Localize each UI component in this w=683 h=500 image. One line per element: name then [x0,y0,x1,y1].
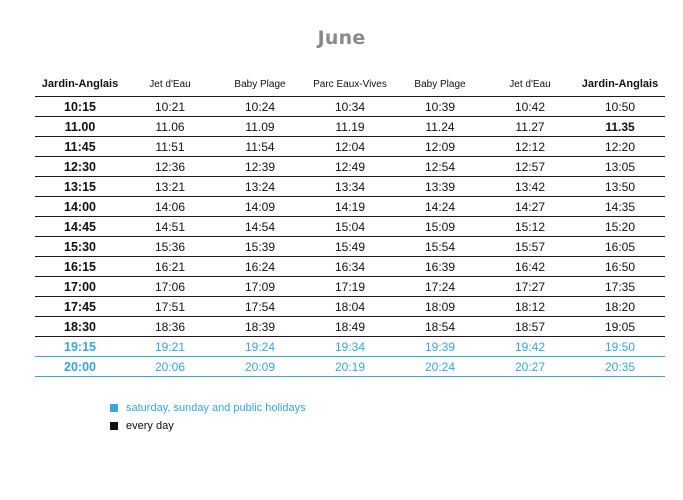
departure-time-cell: 18:39 [215,317,305,337]
stop-header: Jet d'Eau [125,72,215,97]
departure-time-cell: 17:51 [125,297,215,317]
departure-time-cell: 19:15 [35,337,125,357]
departure-time-cell: 18:49 [305,317,395,337]
departure-time-cell: 14:24 [395,197,485,217]
departure-time-cell: 14:45 [35,217,125,237]
departure-time-cell: 18:54 [395,317,485,337]
departure-time-cell: 20:00 [35,357,125,377]
departure-time-cell: 13:15 [35,177,125,197]
table-row [35,317,665,337]
departure-time-cell: 18:30 [35,317,125,337]
table-row [35,197,665,217]
departure-time-cell: 15:39 [215,237,305,257]
departure-time-cell: 14:27 [485,197,575,217]
departure-time-cell: 20:35 [575,357,665,377]
departure-time-cell: 15:54 [395,237,485,257]
departure-time-cell: 16:42 [485,257,575,277]
departure-time-cell: 16:24 [215,257,305,277]
departure-time-cell: 18:36 [125,317,215,337]
departure-time-cell: 10:21 [125,97,215,117]
table-row [35,117,665,137]
departure-time-cell: 15:30 [35,237,125,257]
departure-time-cell: 12:49 [305,157,395,177]
departure-time-cell: 10:42 [485,97,575,117]
departure-time-cell: 20:09 [215,357,305,377]
table-row [35,237,665,257]
departure-time-cell: 19:42 [485,337,575,357]
table-row [35,217,665,237]
departure-time-cell: 15:36 [125,237,215,257]
table-row [35,177,665,197]
departure-time-cell: 13:50 [575,177,665,197]
departure-time-cell: 12:30 [35,157,125,177]
departure-time-cell: 11.19 [305,117,395,137]
departure-time-cell: 11.09 [215,117,305,137]
departure-time-cell: 16:39 [395,257,485,277]
departure-time-cell: 15:09 [395,217,485,237]
departure-time-cell: 10:24 [215,97,305,117]
table-row [35,357,665,377]
departure-time-cell: 15:12 [485,217,575,237]
departure-time-cell: 17:06 [125,277,215,297]
departure-time-cell: 10:34 [305,97,395,117]
departure-time-cell: 19:05 [575,317,665,337]
departure-time-cell: 11.35 [575,117,665,137]
everyday-color-swatch [110,422,118,430]
departure-time-cell: 14:00 [35,197,125,217]
departure-time-cell: 18:12 [485,297,575,317]
stop-header: Jet d'Eau [485,72,575,97]
holiday-color-swatch [110,404,118,412]
departure-time-cell: 18:04 [305,297,395,317]
departure-time-cell: 15:04 [305,217,395,237]
departure-time-cell: 19:34 [305,337,395,357]
departure-time-cell: 19:39 [395,337,485,357]
departure-time-cell: 11.24 [395,117,485,137]
departure-time-cell: 11:51 [125,137,215,157]
stop-header: Baby Plage [395,72,485,97]
table-row [35,297,665,317]
stop-header: Parc Eaux-Vives [305,72,395,97]
table-row [35,277,665,297]
departure-time-cell: 18:57 [485,317,575,337]
timetable-body [35,97,665,377]
stop-header: Baby Plage [215,72,305,97]
departure-time-cell: 13:21 [125,177,215,197]
departure-time-cell: 12:09 [395,137,485,157]
departure-time-cell: 13:24 [215,177,305,197]
departure-time-cell: 12:54 [395,157,485,177]
legend-item-every-day [110,417,306,435]
table-row [35,137,665,157]
timetable [35,72,665,377]
table-row [35,157,665,177]
departure-time-cell: 16:21 [125,257,215,277]
departure-time-cell: 13:39 [395,177,485,197]
departure-time-cell: 16:50 [575,257,665,277]
departure-time-cell: 19:24 [215,337,305,357]
departure-time-cell: 11.00 [35,117,125,137]
departure-time-cell: 11.27 [485,117,575,137]
departure-time-cell: 11.06 [125,117,215,137]
departure-time-cell: 20:06 [125,357,215,377]
departure-time-cell: 12:20 [575,137,665,157]
departure-time-cell: 17:45 [35,297,125,317]
departure-time-cell: 19:50 [575,337,665,357]
departure-time-cell: 17:35 [575,277,665,297]
departure-time-cell: 12:12 [485,137,575,157]
departure-time-cell: 15:49 [305,237,395,257]
page-title: June [317,27,366,49]
departure-time-cell: 16:34 [305,257,395,277]
departure-time-cell: 14:51 [125,217,215,237]
stop-header: Jardin-Anglais [35,72,125,97]
departure-time-cell: 12:36 [125,157,215,177]
legend-label: every day [126,420,174,432]
departure-time-cell: 10:15 [35,97,125,117]
departure-time-cell: 14:54 [215,217,305,237]
departure-time-cell: 14:09 [215,197,305,217]
departure-time-cell: 12:57 [485,157,575,177]
departure-time-cell: 13:42 [485,177,575,197]
table-row [35,97,665,117]
table-row [35,337,665,357]
departure-time-cell: 17:27 [485,277,575,297]
departure-time-cell: 20:27 [485,357,575,377]
departure-time-cell: 18:09 [395,297,485,317]
departure-time-cell: 12:39 [215,157,305,177]
departure-time-cell: 17:54 [215,297,305,317]
departure-time-cell: 14:06 [125,197,215,217]
departure-time-cell: 17:09 [215,277,305,297]
departure-time-cell: 11:54 [215,137,305,157]
departure-time-cell: 10:50 [575,97,665,117]
departure-time-cell: 14:19 [305,197,395,217]
departure-time-cell: 18:20 [575,297,665,317]
departure-time-cell: 17:19 [305,277,395,297]
departure-time-cell: 17:00 [35,277,125,297]
stop-header: Jardin-Anglais [575,72,665,97]
departure-time-cell: 10:39 [395,97,485,117]
legend-item-holidays [110,399,306,417]
departure-time-cell: 13:34 [305,177,395,197]
departure-time-cell: 12:04 [305,137,395,157]
table-row [35,257,665,277]
header-row [35,72,665,97]
departure-time-cell: 15:20 [575,217,665,237]
departure-time-cell: 15:57 [485,237,575,257]
departure-time-cell: 20:19 [305,357,395,377]
departure-time-cell: 11:45 [35,137,125,157]
departure-time-cell: 17:24 [395,277,485,297]
departure-time-cell: 13:05 [575,157,665,177]
departure-time-cell: 19:21 [125,337,215,357]
legend-label: saturday, sunday and public holidays [126,402,306,414]
departure-time-cell: 14:35 [575,197,665,217]
departure-time-cell: 16:05 [575,237,665,257]
legend [110,399,306,435]
departure-time-cell: 20:24 [395,357,485,377]
departure-time-cell: 16:15 [35,257,125,277]
